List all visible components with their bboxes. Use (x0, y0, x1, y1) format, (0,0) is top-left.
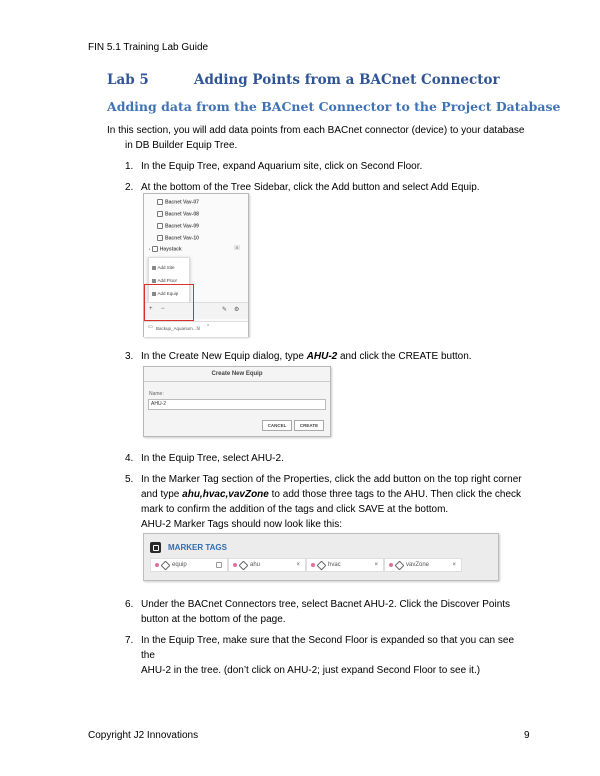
menu-item-add-site[interactable]: Add Site (152, 265, 175, 270)
floor-icon (152, 279, 156, 283)
cancel-button[interactable]: CANCEL (262, 420, 292, 431)
menu-item-add-floor[interactable]: Add Floor (152, 278, 177, 283)
tree-item[interactable]: Bacnet Vav-09 (157, 223, 199, 229)
equip-icon (157, 235, 163, 241)
running-header: FIN 5.1 Training Lab Guide (88, 42, 209, 53)
remove-tag-icon[interactable]: × (374, 562, 378, 568)
tag-icon (317, 561, 327, 571)
tag-ahu: ahu × (228, 558, 306, 572)
lab-title: Adding Points from a BACnet Connector (194, 72, 500, 88)
step-number: 4. (125, 453, 134, 464)
tag-dot (233, 563, 237, 567)
tag-dot (389, 563, 393, 567)
tag-hvac: hvac × (306, 558, 384, 572)
tag-equip: equip (150, 558, 228, 572)
lab-number: Lab 5 (107, 72, 149, 88)
site-icon (152, 266, 156, 270)
menu-item-add-equip[interactable]: Add Equip (152, 291, 178, 296)
file-bar (144, 321, 248, 337)
intro-line-2: in DB Builder Equip Tree. (125, 140, 238, 151)
step-number: 2. (125, 182, 134, 193)
step-text: In the Equip Tree, make sure that the Second Floor is expanded so that you can see the AHU-2 in the tree. (don’t click on AHU-2; just expand Second Floor to see it.) (141, 635, 515, 676)
step-text: Under the BACnet Connectors tree, select Bacnet AHU-2. Click the Discover Points button at the bottom of the page. (141, 599, 511, 625)
tag-vavzone: vavZone × (384, 558, 462, 572)
create-equip-dialog-screenshot (143, 366, 331, 437)
remove-tag-icon[interactable]: × (452, 562, 456, 568)
section-title: Adding data from the BACnet Connector to the Project Database (107, 99, 561, 114)
step-text: In the Equip Tree, expand Aquarium site, click on Second Floor. (141, 161, 423, 172)
tag-icon (161, 561, 171, 571)
name-input[interactable]: AHU-2 (148, 399, 326, 410)
tag-icon (150, 542, 161, 553)
tag-icon (395, 561, 405, 571)
equip-icon (157, 223, 163, 229)
equip-icon (157, 211, 163, 217)
tree-sidebar-screenshot (143, 193, 249, 337)
chevron-up-icon[interactable]: ⌃ (206, 324, 211, 330)
footer-copyright: Copyright J2 Innovations (88, 730, 199, 741)
tag-dot (311, 563, 315, 567)
step-text: In the Create New Equip dialog, type AHU-2 and click the CREATE button. (141, 351, 472, 362)
step-text: In the Equip Tree, select AHU-2. (141, 453, 284, 464)
step-text: At the bottom of the Tree Sidebar, click the Add button and select Add Equip. (141, 182, 480, 193)
gear-icon[interactable]: ⚙ (234, 307, 240, 313)
highlight-box (144, 284, 194, 321)
connector-icon (152, 246, 158, 252)
step-number: 7. (125, 635, 134, 646)
lab-heading (107, 72, 500, 88)
tree-item[interactable]: Bacnet Vav-07 (157, 199, 199, 205)
step-number: 6. (125, 599, 134, 610)
step-text: In the Marker Tag section of the Properties, click the add button on the top right corner and type ahu,hvac,vavZone to add those three tags to the AHU. Then click the check mark to confirm the addition of the tags and click SAVE at the bottom. AHU-2 Marker Tags should now look like this: (141, 474, 522, 530)
step-number: 1. (125, 161, 134, 172)
remove-tag-icon[interactable]: × (296, 562, 300, 568)
intro-paragraph (107, 123, 537, 153)
edit-icon[interactable]: ✎ (222, 307, 228, 313)
file-icon: ▭ (148, 324, 153, 330)
dialog-title: Create New Equip (144, 367, 330, 382)
add-button[interactable]: + (149, 306, 153, 312)
tag-icon (239, 561, 249, 571)
step-number: 5. (125, 474, 134, 485)
file-name[interactable]: Backup_Aquarium...fil (156, 326, 200, 331)
tree-item[interactable]: Bacnet Vav-10 (157, 235, 199, 241)
marker-tags-screenshot (143, 533, 499, 581)
step-number: 3. (125, 351, 134, 362)
intro-line-1: In this section, you will add data points from each BACnet connector (device) to your database (107, 125, 525, 136)
lock-icon (216, 562, 222, 568)
chevron-right-icon: › (149, 246, 151, 252)
marker-tags-title: MARKER TAGS (168, 543, 227, 552)
tree-item[interactable]: Bacnet Vav-08 (157, 211, 199, 217)
tree-item-haystack[interactable]: › Haystack (149, 246, 182, 253)
tag-dot (155, 563, 159, 567)
remove-button[interactable]: − (161, 306, 165, 312)
page-number: 9 (524, 730, 530, 741)
count-badge: 6 (235, 245, 239, 250)
create-button[interactable]: CREATE (294, 420, 324, 431)
equip-icon (157, 199, 163, 205)
name-label: Name: (149, 391, 164, 397)
